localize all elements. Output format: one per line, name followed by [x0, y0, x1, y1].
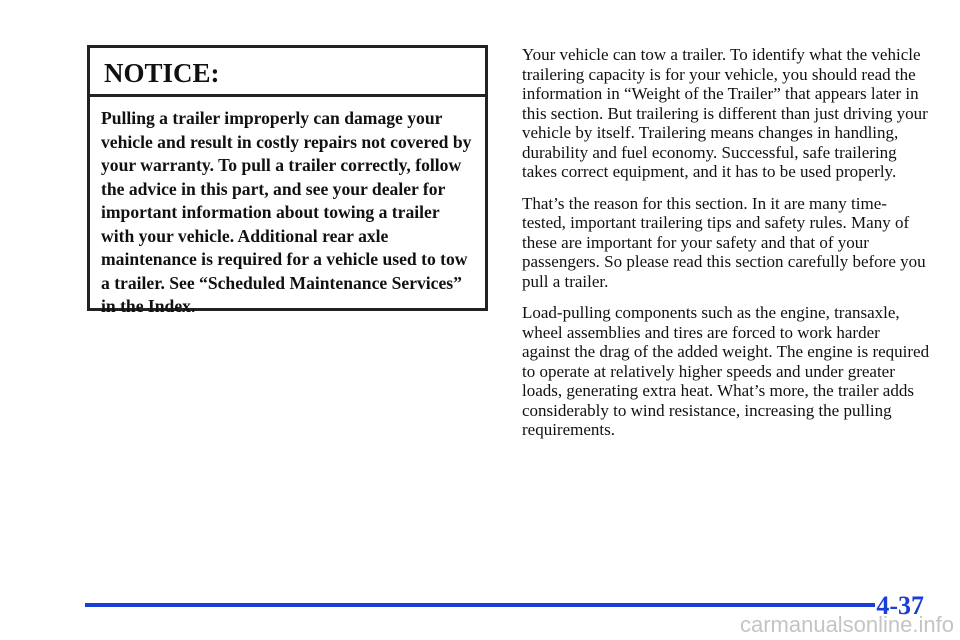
footer-rule [85, 603, 875, 607]
notice-body: Pulling a trailer improperly can damage your vehicle and result in costly repairs not covered by your warranty. To pull a trailer correctly, follow the advice in this part, and see your dealer for important information about towing a trailer with your vehicle. Additional rear axle maintenance is required for a vehicle used to tow a trailer. See “Scheduled Maintenance Services” in the Index. [101, 108, 472, 316]
paragraph-towing-intro: Your vehicle can tow a trailer. To identify what the vehicle trailering capacity is for your vehicle, you should read the information in “Weight of the Trailer” that appears later in this section. But trailering is different than just driving your vehicle by itself. Trailering means changes in handling, durability and fuel economy. Successful, safe trailering takes correct equipment, and it has to be used properly. [522, 45, 928, 181]
page-number: 4-37 [876, 591, 924, 620]
notice-title: NOTICE: [90, 48, 485, 97]
paragraph-load-pulling: Load-pulling components such as the engine, transaxle, wheel assemblies and tires are forced to work harder against the drag of the added weight. The engine is required to operate at relatively higher speeds and under greater loads, generating extra heat. What’s more, the trailer adds considerably to wind resistance, increasing the pulling requirements. [522, 303, 930, 439]
paragraph-safety-rules: That’s the reason for this section. In it are many time-tested, important trailering tips and safety rules. Many of these are important for your safety and that of your passengers. So please read this section carefully before you pull a trailer. [522, 193, 926, 291]
body-text-column [522, 45, 930, 452]
watermark-text: carmanualsonline.info [739, 612, 954, 637]
notice-box [87, 45, 488, 316]
